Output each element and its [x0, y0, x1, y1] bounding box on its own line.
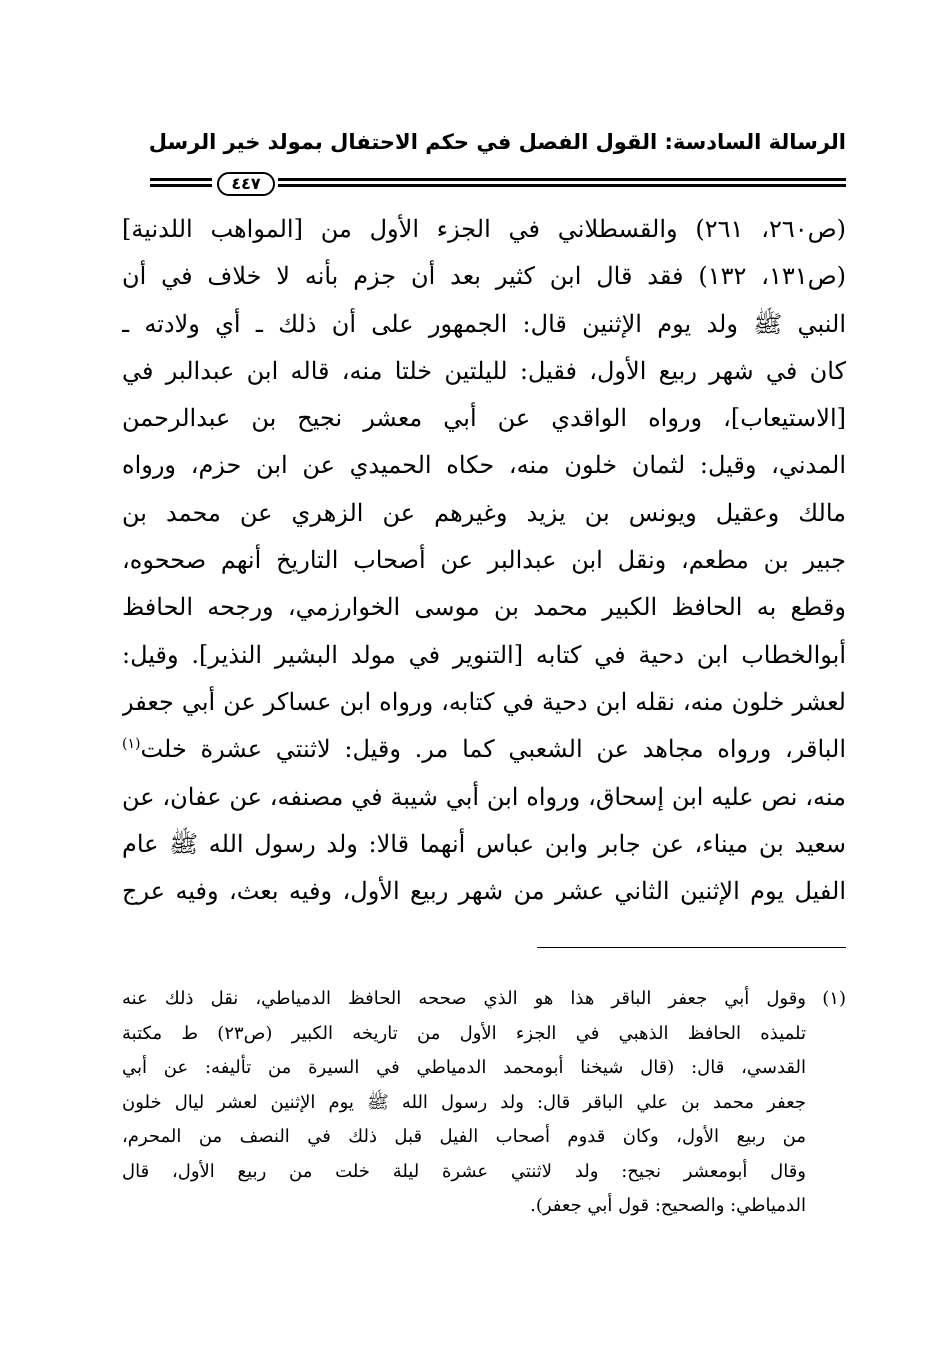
body-line-text: الباقر، ورواه مجاهد عن الشعبي كما مر. وقيل: لاثنتي عشرة خلت: [140, 735, 846, 764]
footnote-text: [122, 982, 806, 1224]
body-line: سعيد بن ميناء، عن جابر وابن عباس أنهما قالا: ولد رسول الله ﷺ عام: [122, 829, 846, 858]
footnote-marker: (١): [822, 988, 846, 1009]
body-line-with-footnote-ref: [122, 726, 846, 773]
footnote-line: تلميذه الحافظ الذهبي في الجزء الأول من تاريخه الكبير (ص٢٣) ط مكتبة: [122, 1022, 806, 1044]
header-rule: [150, 172, 846, 196]
footnote-line: الدمياطي: والصحيح: قول أبي جعفر).: [530, 1195, 806, 1216]
footnote-line: القدسي، قال: (قال شيخنا أبومحمد الدمياطي في السيرة من تأليفه: عن أبي: [122, 1057, 806, 1078]
page-number: ٤٤٧: [217, 172, 275, 196]
footnote-reference[interactable]: (١): [122, 736, 141, 753]
footnote-separator: [537, 947, 846, 948]
body-line: وقطع به الحافظ الكبير محمد بن موسى الخوارزمي، ورجحه الحافظ: [122, 593, 846, 622]
header-rule-left: [150, 178, 212, 187]
body-line: [الاستيعاب]، ورواه الواقدي عن أبي معشر نجيح بن عبدالرحمن: [122, 404, 846, 433]
body-line: لعشر خلون منه، نقله ابن دحية في كتابه، ورواه ابن عساكر عن أبي جعفر: [122, 687, 846, 716]
body-line: مالك وعقيل ويونس بن يزيد وغيرهم عن الزهري عن محمد بن: [122, 498, 846, 527]
body-line: النبي ﷺ ولد يوم الإثنين قال: الجمهور على أن ذلك ـ أي ولادته ـ: [122, 309, 846, 338]
footnote-line: وقال أبومعشر نجيح: ولد لاثنتي عشرة ليلة خلت من ربيع الأول، قال: [122, 1160, 806, 1182]
body-line: المدني، وقيل: لثمان خلون منه، حكاه الحميدي عن ابن حزم، ورواه: [122, 451, 846, 480]
body-text: [122, 206, 846, 915]
body-line: كان في شهر ربيع الأول، فقيل: لليلتين خلتا منه، قاله ابن عبدالبر في: [122, 356, 846, 385]
body-line: منه، نص عليه ابن إسحاق، ورواه ابن أبي شيبة في مصنفه، عن عفان، عن: [122, 782, 846, 811]
footnote-line: وقول أبي جعفر الباقر هذا هو الذي صححه الحافظ الدمياطي، نقل ذلك عنه: [122, 988, 806, 1009]
footnote: [122, 982, 846, 1224]
body-line: (ص١٣١، ١٣٢) فقد قال ابن كثير بعد أن جزم بأنه لا خلاف في أن: [122, 262, 846, 291]
body-line: (ص٢٦٠، ٢٦١) والقسطلاني في الجزء الأول من [المواهب اللدنية]: [122, 215, 846, 243]
header-rule-right: [278, 178, 846, 187]
running-header: الرسالة السادسة: القول الفصل في حكم الاحتفال بمولد خير الرسل: [148, 130, 846, 154]
body-line: جبير بن مطعم، ونقل ابن عبدالبر عن أصحاب التاريخ أنهم صححوه،: [122, 546, 846, 575]
footnote-line: من ربيع الأول، وكان قدوم أصحاب الفيل قبل ذلك في النصف من المحرم،: [122, 1126, 806, 1147]
footnote-line: جعفر محمد بن علي الباقر قال: ولد رسول الله ﷺ يوم الإثنين لعشر ليال خلون: [122, 1091, 806, 1113]
body-line: الفيل يوم الإثنين الثاني عشر من شهر ربيع الأول، وفيه بعث، وفيه عرج: [122, 877, 846, 906]
body-line: أبوالخطاب ابن دحية في كتابه [التنوير في مولد البشير النذير]. وقيل:: [122, 640, 846, 669]
